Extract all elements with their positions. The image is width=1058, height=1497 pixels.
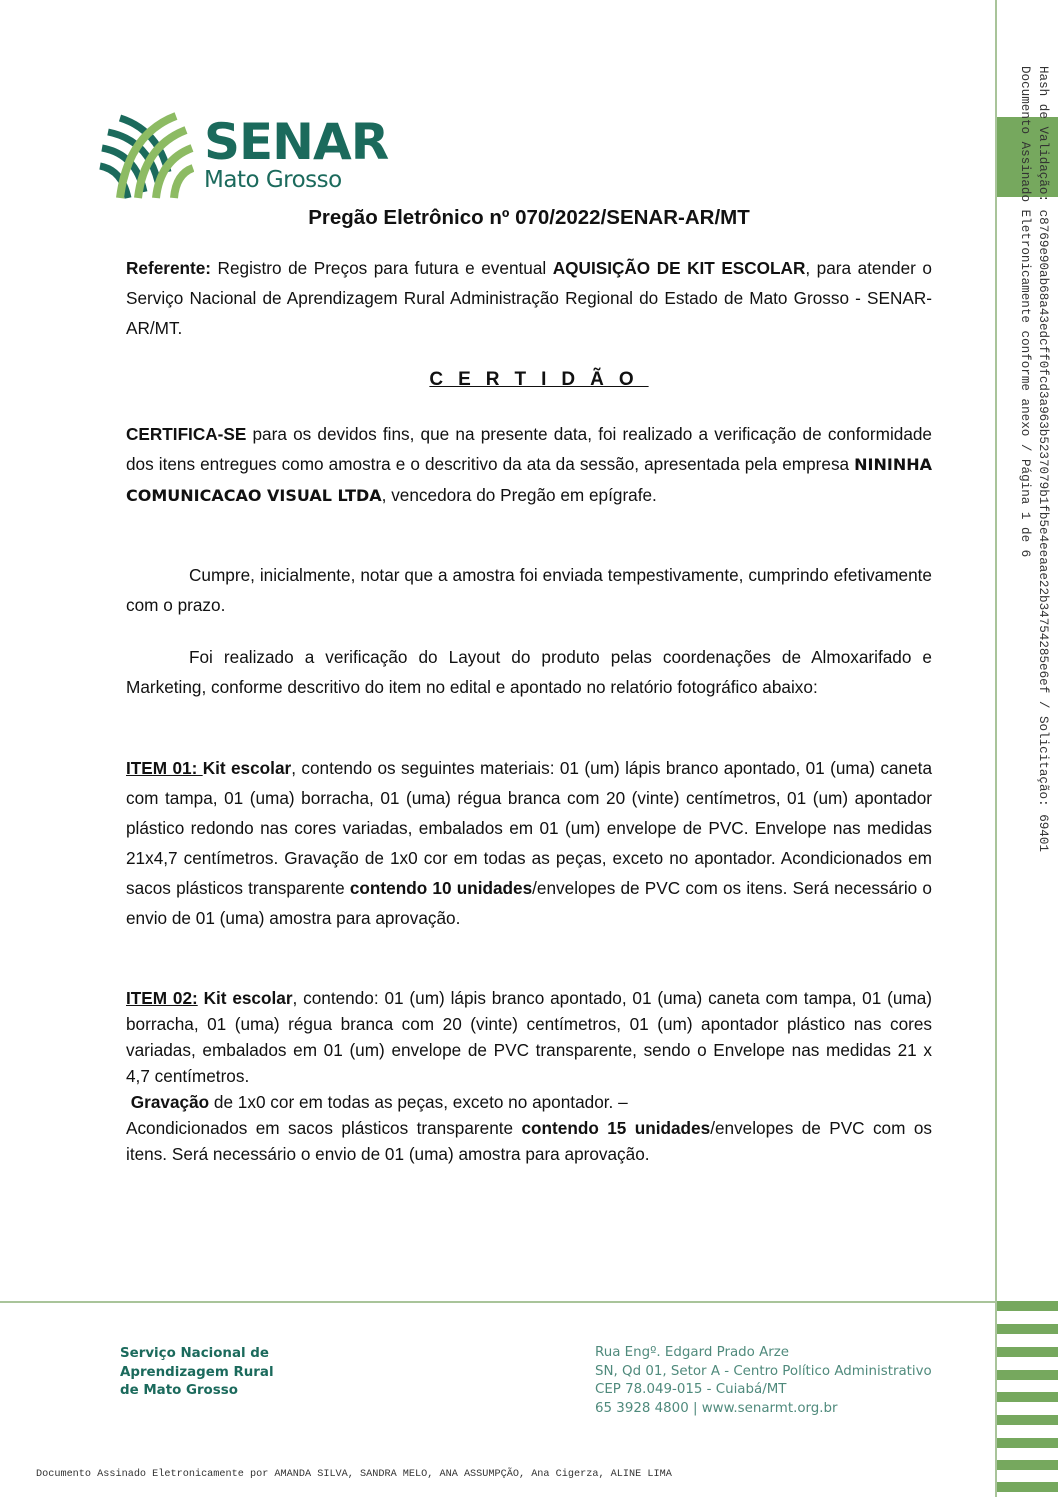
certidao-heading: CERTIDÃO	[429, 369, 649, 390]
item-02-name: Kit escolar	[203, 988, 293, 1008]
signed-notice: Documento Assinado Eletronicamente conforme anexo / Página 1 de 6	[1018, 66, 1032, 558]
footer-stripe	[997, 1347, 1058, 1357]
item-01-text: , contendo os seguintes materiais: 01 (um) lápis branco apontado, 01 (uma) caneta com tampa, 01 (uma) borracha, 01 (uma) régua branca com 20 (vinte) centímetros, 01 (um) apontador plástico redondo nas cores variadas, embalados em 01 (um) envelope de PVC. Envelope nas medidas 21x4,7 centímetros. Gravação de 1x0 cor em todas as peças, exceto no apontador. Acondicionados em sacos plásticos transparente	[126, 758, 932, 898]
address-line: Rua Engº. Edgard Prado Arze	[595, 1345, 790, 1360]
footer-divider	[0, 1301, 995, 1303]
address-line: CEP 78.049-015 - Cuiabá/MT	[595, 1382, 787, 1397]
footer-stripe	[997, 1415, 1058, 1425]
item-01-quantity: contendo 10 unidades	[349, 878, 533, 898]
logo-wordmark: SENAR	[204, 113, 389, 171]
org-line: Serviço Nacional de	[120, 1346, 269, 1361]
hash-validation: Hash de Validação: c8769e90ab68a43edcff0fcd3a963b5237079b1fb5e4eeaae22b34754285e6ef / Solicitação: 69401	[1036, 66, 1050, 852]
certifica-text: para os devidos fins, que na presente data, foi realizado a verificação de conformidade dos itens entregues como amostra e o descritivo da ata da sessão, apresentada pela empresa	[126, 424, 932, 474]
footer-stripe	[997, 1301, 1058, 1311]
footer-stripe	[997, 1324, 1058, 1334]
gravacao-text: de 1x0 cor em todas as peças, exceto no apontador. –	[209, 1092, 628, 1112]
cumpre-paragraph	[126, 560, 932, 620]
address-line: SN, Qd 01, Setor A - Centro Político Administrativo	[595, 1363, 932, 1379]
footer-address	[595, 1344, 932, 1418]
footer-stripe	[997, 1482, 1058, 1492]
referente-paragraph	[126, 253, 932, 343]
referente-text: Registro de Preços para futura e eventual	[211, 258, 553, 278]
item-02-quantity: contendo 15 unidades	[521, 1118, 711, 1138]
org-line: de Mato Grosso	[120, 1383, 238, 1398]
item-01-name: Kit escolar	[202, 758, 292, 778]
document-title: Pregão Eletrônico nº 070/2022/SENAR-AR/MT	[308, 206, 750, 229]
item-02-text-cont: /envelopes de PVC com os itens. Será necessário o envio de 01 (uma) amostra para aprovação.	[126, 1118, 932, 1164]
contact-line: 65 3928 4800 | www.senarmt.org.br	[595, 1400, 838, 1416]
referente-text-cont: , para atender o Serviço Nacional de Aprendizagem Rural Administração Regional do Estado de Mato Grosso - SENAR-AR/MT.	[126, 258, 932, 338]
item-01-text-cont: /envelopes de PVC com os itens. Será necessário o envio de 01 (uma) amostra para aprovação.	[126, 878, 932, 928]
item-01-paragraph	[126, 753, 932, 933]
layout-paragraph	[126, 642, 932, 702]
senar-logo	[98, 112, 389, 202]
footer-organization	[120, 1345, 274, 1401]
logo-subtitle: Mato Grosso	[204, 167, 342, 193]
footer-stripe	[997, 1392, 1058, 1402]
company-name: NININHA COMUNICACAO VISUAL LTDA	[126, 455, 932, 505]
certifica-text-cont: , vencedora do Pregão em epígrafe.	[381, 485, 657, 505]
gravacao-label: Gravação	[130, 1092, 210, 1112]
item-02-text: , contendo: 01 (um) lápis branco apontado, 01 (uma) caneta com tampa, 01 (uma) borracha, 01 (uma) régua branca com 20 (vinte) centímetros, 01 (um) apontador plástico nas cores variadas, embalados em 01 (um) envelope de PVC transparente, sendo o Envelope nas medidas 21 x 4,7 centímetros.	[126, 988, 933, 1086]
cumpre-text: Cumpre, inicialmente, notar que a amostra foi enviada tempestivamente, cumprindo efetivamente com o prazo.	[126, 565, 932, 615]
item-02-packaging: Acondicionados em sacos plásticos transparente	[126, 1118, 522, 1138]
item-01-label: ITEM 01:	[126, 758, 203, 778]
referente-label: Referente:	[126, 258, 212, 278]
layout-text: Foi realizado a verificação do Layout do produto pelas coordenações de Almoxarifado e Marketing, conforme descritivo do item no edital e apontado no relatório fotográfico abaixo:	[126, 647, 932, 697]
side-divider	[995, 0, 997, 1497]
footer-stripe	[997, 1460, 1058, 1470]
certifica-paragraph	[126, 419, 932, 511]
referente-highlight: AQUISIÇÃO DE KIT ESCOLAR	[552, 258, 806, 278]
footer-stripe	[997, 1438, 1058, 1448]
signatures-line: Documento Assinado Eletronicamente por AMANDA SILVA, SANDRA MELO, ANA ASSUMPÇÃO, Ana Cigerza, ALINE LIMA	[36, 1469, 672, 1480]
item-02-paragraph	[126, 985, 932, 1167]
org-line: Aprendizagem Rural	[120, 1364, 274, 1380]
item-02-label: ITEM 02:	[126, 988, 198, 1008]
senar-wheat-icon	[98, 112, 194, 202]
certifica-label: CERTIFICA-SE	[126, 424, 247, 444]
footer-stripe	[997, 1370, 1058, 1380]
